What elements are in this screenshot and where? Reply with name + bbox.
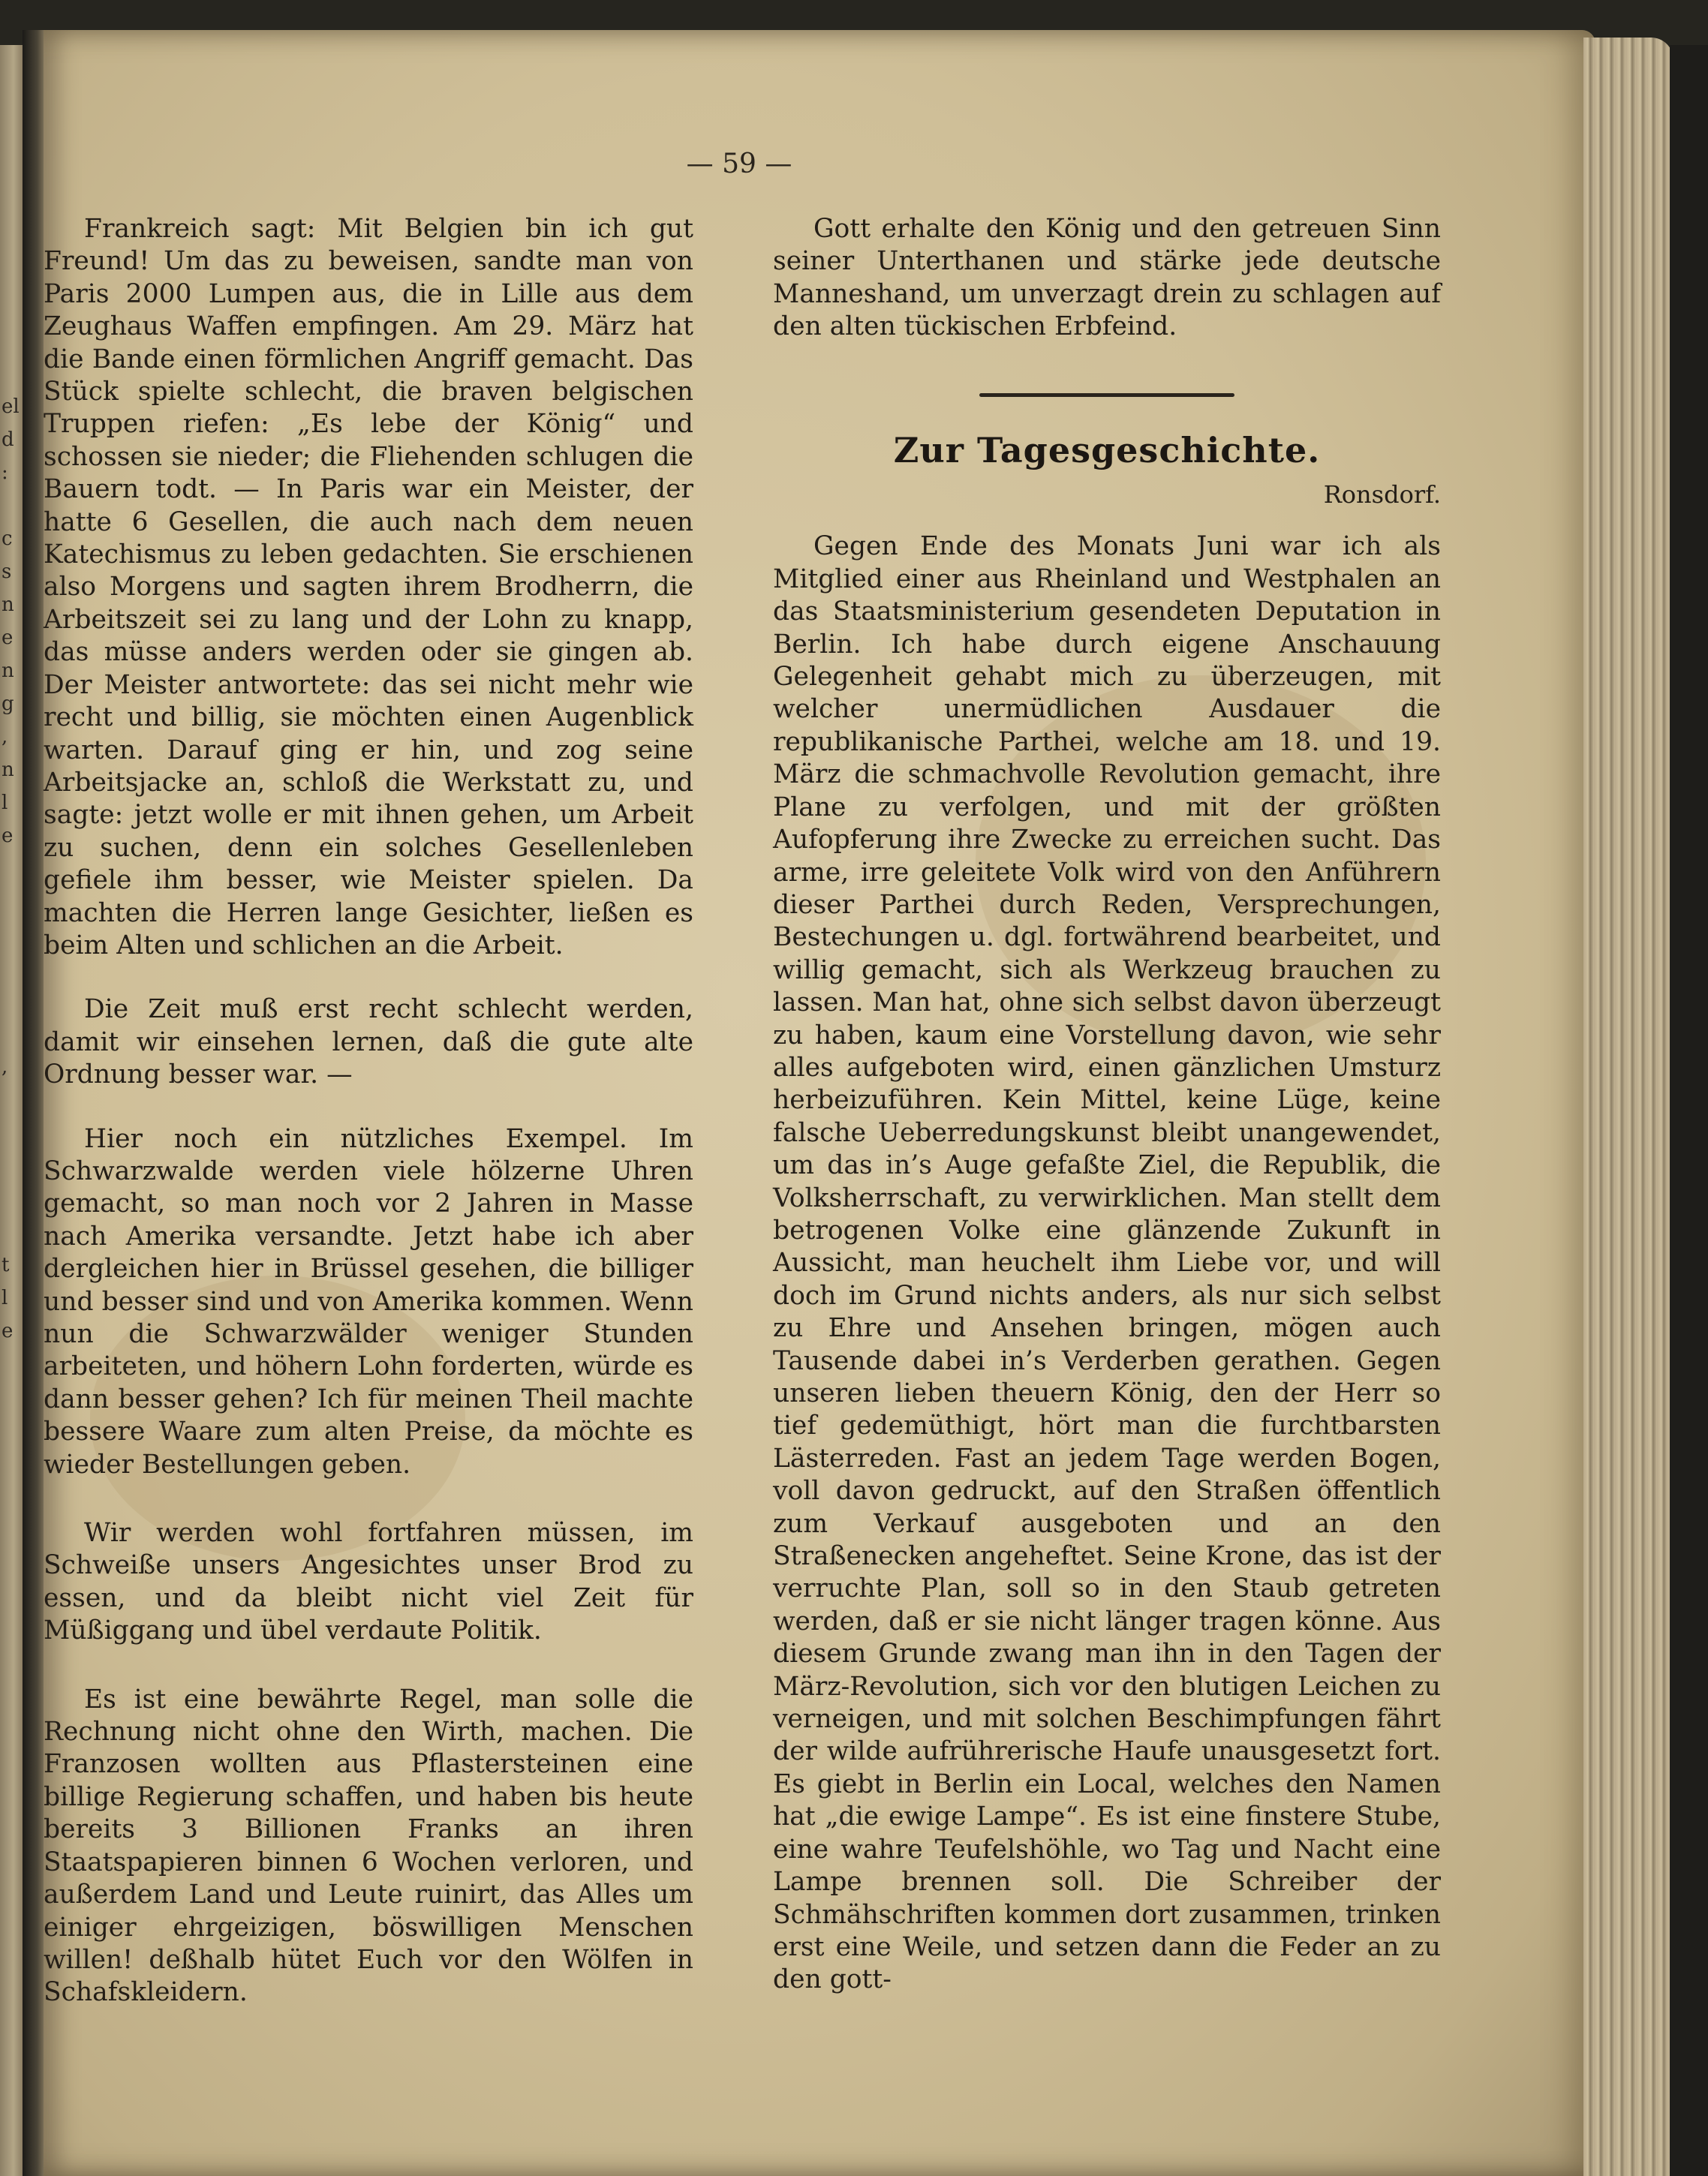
paragraph: Frankreich sagt: Mit Belgien bin ich gut Freund! Um das zu beweisen, sandte man von Paris 2000 Lumpen aus, die in Lille aus dem Zeughaus Waffen empfingen. Am 29. März hat die Bande einen förmlichen Angriff gemacht. Das Stück spielte schlecht, die braven belgischen Truppen riefen: „Es lebe der König“ und schossen sie nieder; die Fliehenden schlugen die Bauern todt. — In Paris war ein Meister, der hatte 6 Gesellen, die auch nach dem neuen Katechismus zu leben gedachten. Sie erschienen also Morgens und sagten ihrem Brodherrn, die Arbeitszeit sei zu lang und der Lohn zu knapp, das müsse anders werden oder sie gingen ab. Der Meister antwortete: das sei nicht mehr wie recht und billig, sie möchten einen Augenblick warten. Darauf ging er hin, und zog seine Arbeitsjacke an, schloß die Werkstatt zu, und sagte: jetzt wolle er mit ihnen gehen, um Arbeit zu suchen, denn ein solches Gesellenleben gefiele ihm besser, wie Meister spielen. Da machten die Herren lange Gesichter, ließen es beim Alten und schlichen an die Arbeit. [44, 214, 693, 960]
page-number: — 59 — [686, 149, 792, 179]
right-column [773, 213, 1441, 1997]
intro-paragraph: Gott erhalte den König und den getreuen Sinn seiner Unterthanen und stärke jede deutsche Manneshand, um unverzagt drein zu schlagen auf den alten tückischen Erbfeind. [773, 214, 1441, 342]
paragraph: Die Zeit muß erst recht schlecht werden, damit wir einsehen lernen, daß die gute alte Ordnung besser war. — [44, 994, 693, 1090]
section-separator-rule [979, 393, 1234, 397]
section-heading: Zur Tagesgeschichte. [893, 429, 1321, 470]
paragraph: Wir werden wohl fortfahren müssen, im Schweiße unsers Angesichtes unser Brod zu essen, und da bleibt nicht viel Zeit für Müßiggang und übel verdaute Politik. [44, 1518, 693, 1646]
dateline: Ronsdorf. [1323, 480, 1441, 509]
previous-page-edge [0, 45, 23, 2176]
paragraph: Es ist eine bewährte Regel, man solle die Rechnung nicht ohne den Wirth, machen. Die Franzosen wollten aus Pflastersteinen eine billige Regierung schaffen, und haben bis heute bereits 3 Billionen Franks an ihren Staatspapieren binnen 6 Wochen verloren, und außerdem Land und Leute ruinirt, das Alles um einiger ehrgeizigen, böswilligen Menschen willen! deßhalb hütet Euch vor den Wölfen in Schafskleidern. [44, 1684, 693, 2008]
paragraph: Hier noch ein nützliches Exempel. Im Schwarzwalde werden viele hölzerne Uhren gemacht, so man noch vor 2 Jahren in Masse nach Amerika versandte. Jetzt habe ich aber dergleichen hier in Brüssel gesehen, die billiger und besser sind und von Amerika kommen. Wenn nun die Schwarzwälder weniger Stunden arbeiteten, und höhern Lohn forderten, würde es dann besser gehen? Ich für meinen Theil machte bessere Waare zum alten Preise, da möchte es wieder Bestellungen geben. [44, 1123, 693, 1480]
left-column [44, 213, 693, 2009]
article-paragraph: Gegen Ende des Monats Juni war ich als Mitglied einer aus Rheinland und Westphalen an das Staatsministerium gesendeten Deputation in Berlin. Ich habe durch eigene Anschauung Gelegenheit gehabt mich zu überzeugen, mit welcher unermüdlichen Ausdauer die republikanische Parthei, welche am 18. und 19. März die schmachvolle Revolution gemacht, ihre Plane zu verfolgen, und mit der größten Aufopferung ihre Zwecke zu erreichen sucht. Das arme, irre geleitete Volk wird von den Anführern dieser Parthei durch Reden, Versprechungen, Bestechungen u. dgl. fortwährend bearbeitet, und willig gemacht, sich als Werkzeug brauchen zu lassen. Man hat, ohne sich selbst davon überzeugt zu haben, kaum eine Vorstellung davon, wie sehr alles aufgeboten wird, einen gänzlichen Umsturz herbeizuführen. Kein Mittel, keine Lüge, keine falsche Ueberredungskunst bleibt unangewendet, um das in’s Auge gefaßte Ziel, die Republik, die Volksherrschaft, zu verwirklichen. Man stellt dem betrogenen Volke eine glänzende Zukunft in Aussicht, man heuchelt ihm Liebe vor, und will doch im Grund nichts anders, als nur sich selbst zu Ehre und Ansehen bringen, mögen auch Tausende dabei in’s Verderben gerathen. Gegen unseren lieben theuern König, den der Herr so tief gedemüthigt, hört man die furchtbarsten Lästerreden. Fast an jedem Tage werden Bogen, voll davon gedruckt, auf den Straßen öffentlich zum Verkauf ausgeboten und an den Straßenecken angeheftet. Seine Krone, das ist der verruchte Plan, soll so in den Staub getreten werden, daß er sie nicht länger tragen könne. Aus diesem Grunde zwang man ihn in den Tagen der März-Revolution, sich vor den blutigen Leichen zu verneigen, und mit solchen Beschimpfungen fährt der wilde aufrührerische Haufe unausgesetzt fort. Es giebt in Berlin ein Local, welches den Namen hat „die ewige Lampe“. Es ist eine finstere Stube, eine wahre Teufelshöhle, wo Tag und Nacht eine Lampe brennen soll. Die Schreiber der Schmähschriften kommen dort zusammen, trinken erst eine Weile, und setzen dann die Feder an zu den gott- [773, 531, 1441, 1995]
page-edge-shadow [1670, 45, 1708, 2176]
book-gutter [23, 30, 44, 2176]
page-edges [1583, 38, 1673, 2176]
previous-page-text-fragments: el d : c s n e n g , n l e , t l e [2, 395, 20, 1342]
